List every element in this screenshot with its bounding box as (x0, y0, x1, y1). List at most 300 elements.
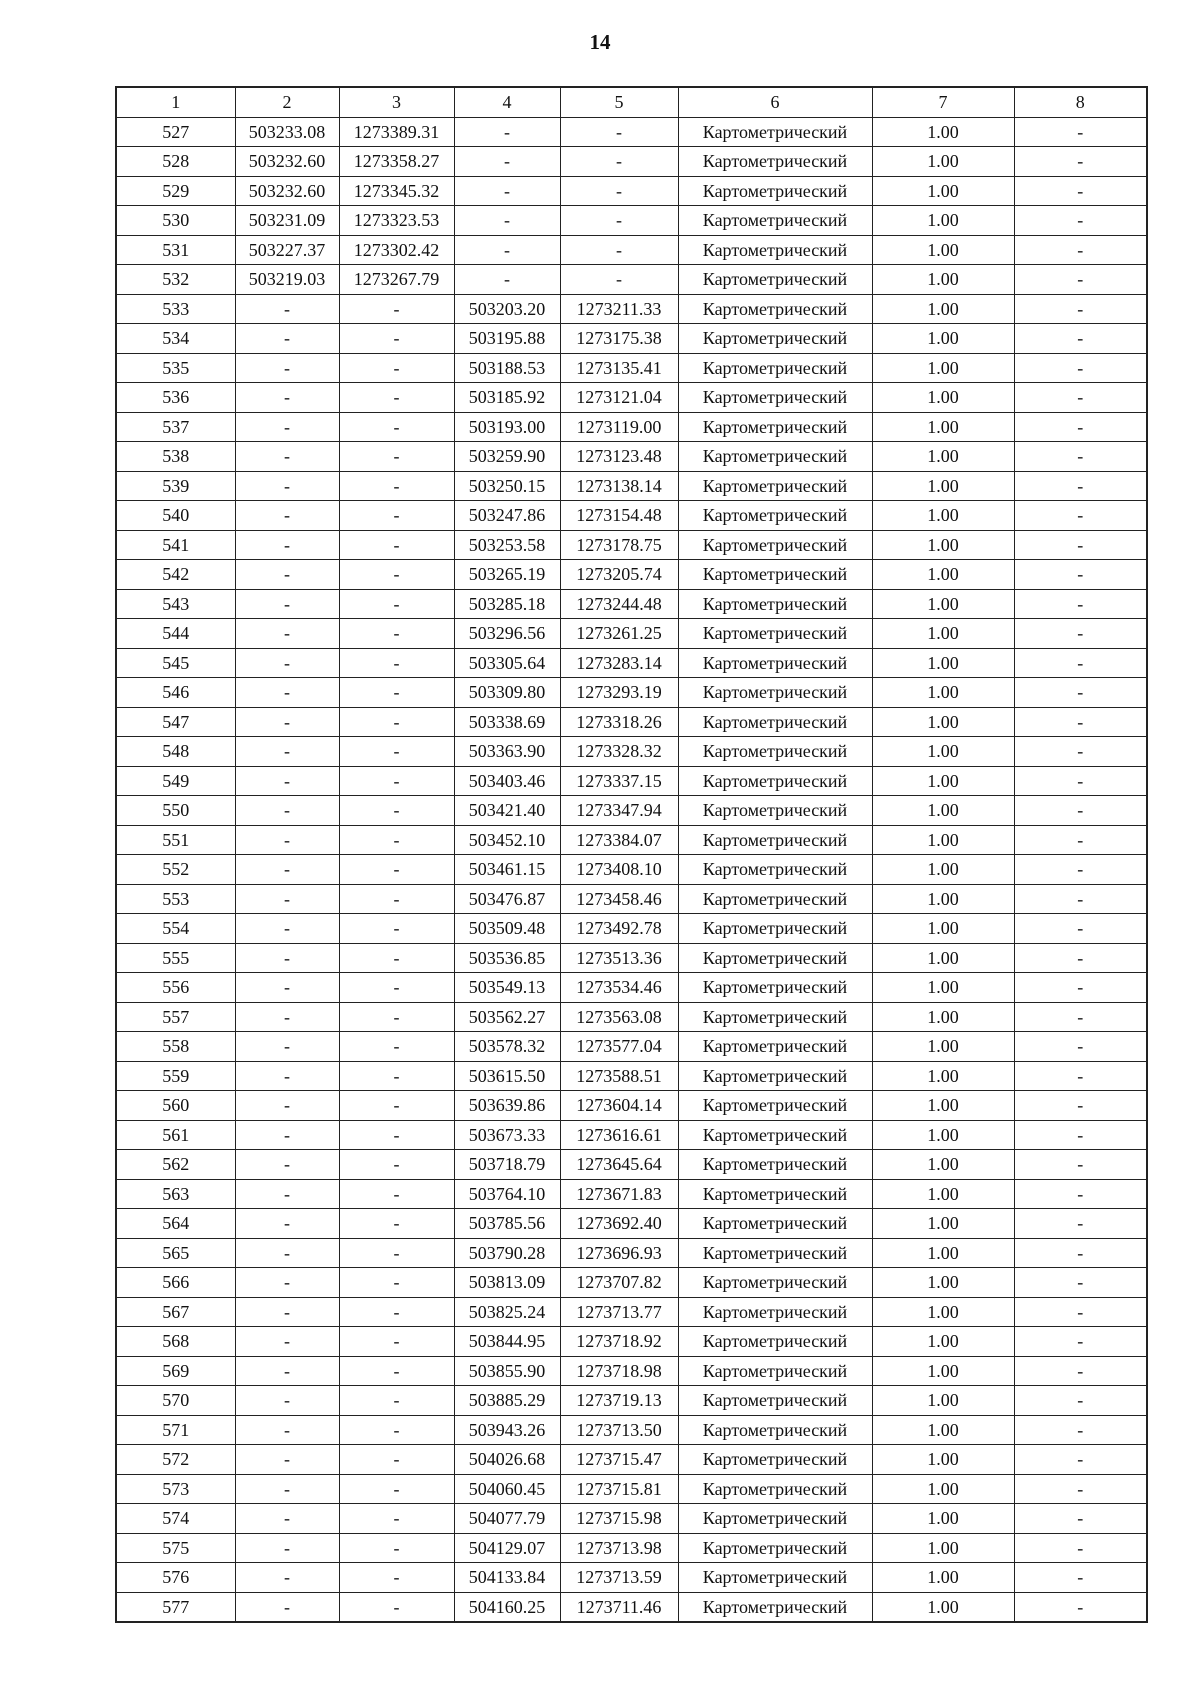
x-new-cell: 503188.53 (454, 353, 560, 383)
table-row (116, 471, 1147, 501)
accuracy-cell: 1.00 (872, 825, 1014, 855)
point-number-cell: 564 (116, 1209, 235, 1239)
x-old-cell: - (235, 501, 339, 531)
x-new-cell: 503403.46 (454, 766, 560, 796)
y-old-cell: - (339, 1209, 454, 1239)
method-cell: Картометрический (678, 825, 872, 855)
table-row (116, 442, 1147, 472)
coordinates-table (115, 86, 1148, 1623)
x-old-cell: - (235, 737, 339, 767)
method-cell: Картометрический (678, 1592, 872, 1622)
column-header-3: 3 (339, 87, 454, 117)
y-new-cell: 1273616.61 (560, 1120, 678, 1150)
note-cell: - (1014, 1327, 1147, 1357)
point-number-cell: 538 (116, 442, 235, 472)
x-old-cell: - (235, 855, 339, 885)
point-number-cell: 573 (116, 1474, 235, 1504)
x-old-cell: - (235, 796, 339, 826)
y-old-cell: - (339, 619, 454, 649)
y-old-cell: - (339, 1445, 454, 1475)
point-number-cell: 544 (116, 619, 235, 649)
x-new-cell: 503265.19 (454, 560, 560, 590)
y-old-cell: - (339, 1091, 454, 1121)
point-number-cell: 557 (116, 1002, 235, 1032)
method-cell: Картометрический (678, 1061, 872, 1091)
y-old-cell: - (339, 442, 454, 472)
table-row (116, 1415, 1147, 1445)
y-old-cell: - (339, 973, 454, 1003)
accuracy-cell: 1.00 (872, 1386, 1014, 1416)
note-cell: - (1014, 324, 1147, 354)
x-new-cell: 503461.15 (454, 855, 560, 885)
y-new-cell: 1273718.92 (560, 1327, 678, 1357)
x-new-cell: 503578.32 (454, 1032, 560, 1062)
accuracy-cell: 1.00 (872, 943, 1014, 973)
y-new-cell: 1273715.81 (560, 1474, 678, 1504)
x-old-cell: - (235, 1533, 339, 1563)
y-new-cell: 1273154.48 (560, 501, 678, 531)
y-old-cell: - (339, 1268, 454, 1298)
accuracy-cell: 1.00 (872, 1091, 1014, 1121)
y-new-cell: 1273337.15 (560, 766, 678, 796)
x-old-cell: - (235, 442, 339, 472)
method-cell: Картометрический (678, 1356, 872, 1386)
y-new-cell: 1273713.77 (560, 1297, 678, 1327)
note-cell: - (1014, 1091, 1147, 1121)
x-new-cell: 503615.50 (454, 1061, 560, 1091)
x-old-cell: 503232.60 (235, 176, 339, 206)
table-row (116, 1120, 1147, 1150)
x-old-cell: 503231.09 (235, 206, 339, 236)
table-row (116, 1002, 1147, 1032)
x-new-cell: 503673.33 (454, 1120, 560, 1150)
point-number-cell: 561 (116, 1120, 235, 1150)
table-row (116, 530, 1147, 560)
table-row (116, 412, 1147, 442)
table-row (116, 1327, 1147, 1357)
x-old-cell: - (235, 707, 339, 737)
note-cell: - (1014, 1268, 1147, 1298)
note-cell: - (1014, 1415, 1147, 1445)
table-row (116, 1563, 1147, 1593)
point-number-cell: 541 (116, 530, 235, 560)
x-new-cell: - (454, 235, 560, 265)
x-new-cell: 503825.24 (454, 1297, 560, 1327)
note-cell: - (1014, 1356, 1147, 1386)
accuracy-cell: 1.00 (872, 412, 1014, 442)
note-cell: - (1014, 1032, 1147, 1062)
accuracy-cell: 1.00 (872, 1179, 1014, 1209)
table-row (116, 943, 1147, 973)
method-cell: Картометрический (678, 737, 872, 767)
x-new-cell: - (454, 176, 560, 206)
y-new-cell: 1273713.50 (560, 1415, 678, 1445)
y-old-cell: - (339, 825, 454, 855)
accuracy-cell: 1.00 (872, 147, 1014, 177)
x-new-cell: 503195.88 (454, 324, 560, 354)
point-number-cell: 567 (116, 1297, 235, 1327)
y-old-cell: - (339, 914, 454, 944)
accuracy-cell: 1.00 (872, 1327, 1014, 1357)
x-old-cell: - (235, 914, 339, 944)
accuracy-cell: 1.00 (872, 796, 1014, 826)
x-old-cell: - (235, 678, 339, 708)
column-header-8: 8 (1014, 87, 1147, 117)
x-old-cell: - (235, 1474, 339, 1504)
x-new-cell: 504160.25 (454, 1592, 560, 1622)
x-new-cell: 503285.18 (454, 589, 560, 619)
method-cell: Картометрический (678, 1445, 872, 1475)
y-old-cell: - (339, 383, 454, 413)
y-old-cell: - (339, 1533, 454, 1563)
method-cell: Картометрический (678, 206, 872, 236)
method-cell: Картометрический (678, 1032, 872, 1062)
point-number-cell: 533 (116, 294, 235, 324)
point-number-cell: 576 (116, 1563, 235, 1593)
y-old-cell: - (339, 943, 454, 973)
x-old-cell: - (235, 1179, 339, 1209)
x-old-cell: - (235, 1061, 339, 1091)
table-row (116, 619, 1147, 649)
y-new-cell: 1273715.47 (560, 1445, 678, 1475)
note-cell: - (1014, 442, 1147, 472)
x-old-cell: - (235, 1238, 339, 1268)
method-cell: Картометрический (678, 1563, 872, 1593)
method-cell: Картометрический (678, 1002, 872, 1032)
y-new-cell: - (560, 117, 678, 147)
note-cell: - (1014, 147, 1147, 177)
y-new-cell: 1273492.78 (560, 914, 678, 944)
y-new-cell: 1273711.46 (560, 1592, 678, 1622)
y-old-cell: - (339, 530, 454, 560)
x-old-cell: - (235, 619, 339, 649)
point-number-cell: 552 (116, 855, 235, 885)
table-row (116, 825, 1147, 855)
note-cell: - (1014, 737, 1147, 767)
note-cell: - (1014, 560, 1147, 590)
method-cell: Картометрический (678, 1238, 872, 1268)
accuracy-cell: 1.00 (872, 1061, 1014, 1091)
table-row (116, 1179, 1147, 1209)
accuracy-cell: 1.00 (872, 1592, 1014, 1622)
table-row (116, 1533, 1147, 1563)
table-row (116, 294, 1147, 324)
x-old-cell: - (235, 1445, 339, 1475)
y-old-cell: - (339, 1297, 454, 1327)
table-row (116, 1268, 1147, 1298)
method-cell: Картометрический (678, 1209, 872, 1239)
accuracy-cell: 1.00 (872, 471, 1014, 501)
column-header-2: 2 (235, 87, 339, 117)
x-old-cell: - (235, 1504, 339, 1534)
note-cell: - (1014, 1238, 1147, 1268)
y-old-cell: - (339, 1061, 454, 1091)
y-old-cell: - (339, 560, 454, 590)
x-old-cell: - (235, 1356, 339, 1386)
point-number-cell: 570 (116, 1386, 235, 1416)
y-new-cell: 1273138.14 (560, 471, 678, 501)
x-new-cell: 504129.07 (454, 1533, 560, 1563)
table-row (116, 117, 1147, 147)
x-new-cell: - (454, 206, 560, 236)
table-row (116, 353, 1147, 383)
method-cell: Картометрический (678, 1504, 872, 1534)
accuracy-cell: 1.00 (872, 855, 1014, 885)
x-new-cell: 503549.13 (454, 973, 560, 1003)
accuracy-cell: 1.00 (872, 1445, 1014, 1475)
point-number-cell: 559 (116, 1061, 235, 1091)
y-new-cell: 1273318.26 (560, 707, 678, 737)
point-number-cell: 571 (116, 1415, 235, 1445)
method-cell: Картометрический (678, 648, 872, 678)
x-new-cell: - (454, 147, 560, 177)
x-new-cell: 503250.15 (454, 471, 560, 501)
accuracy-cell: 1.00 (872, 1563, 1014, 1593)
y-new-cell: 1273178.75 (560, 530, 678, 560)
y-new-cell: 1273384.07 (560, 825, 678, 855)
y-new-cell: 1273283.14 (560, 648, 678, 678)
method-cell: Картометрический (678, 442, 872, 472)
note-cell: - (1014, 1445, 1147, 1475)
point-number-cell: 528 (116, 147, 235, 177)
note-cell: - (1014, 383, 1147, 413)
x-new-cell: 503885.29 (454, 1386, 560, 1416)
table-row (116, 914, 1147, 944)
y-new-cell: - (560, 235, 678, 265)
method-cell: Картометрический (678, 943, 872, 973)
method-cell: Картометрический (678, 678, 872, 708)
y-new-cell: - (560, 265, 678, 295)
accuracy-cell: 1.00 (872, 737, 1014, 767)
accuracy-cell: 1.00 (872, 176, 1014, 206)
y-old-cell: - (339, 1120, 454, 1150)
x-old-cell: - (235, 560, 339, 590)
x-new-cell: 503790.28 (454, 1238, 560, 1268)
note-cell: - (1014, 265, 1147, 295)
accuracy-cell: 1.00 (872, 766, 1014, 796)
accuracy-cell: 1.00 (872, 1032, 1014, 1062)
column-header-4: 4 (454, 87, 560, 117)
x-old-cell: - (235, 1002, 339, 1032)
point-number-cell: 536 (116, 383, 235, 413)
y-new-cell: - (560, 176, 678, 206)
method-cell: Картометрический (678, 265, 872, 295)
method-cell: Картометрический (678, 1150, 872, 1180)
y-new-cell: 1273119.00 (560, 412, 678, 442)
method-cell: Картометрический (678, 176, 872, 206)
accuracy-cell: 1.00 (872, 914, 1014, 944)
x-new-cell: 503193.00 (454, 412, 560, 442)
note-cell: - (1014, 648, 1147, 678)
y-old-cell: 1273358.27 (339, 147, 454, 177)
note-cell: - (1014, 707, 1147, 737)
note-cell: - (1014, 176, 1147, 206)
table-header-row (116, 87, 1147, 117)
note-cell: - (1014, 1209, 1147, 1239)
y-new-cell: 1273121.04 (560, 383, 678, 413)
accuracy-cell: 1.00 (872, 973, 1014, 1003)
table-row (116, 1356, 1147, 1386)
x-old-cell: - (235, 1386, 339, 1416)
x-old-cell: - (235, 648, 339, 678)
note-cell: - (1014, 1179, 1147, 1209)
x-new-cell: 503259.90 (454, 442, 560, 472)
x-old-cell: - (235, 1268, 339, 1298)
table-row (116, 1504, 1147, 1534)
y-old-cell: 1273302.42 (339, 235, 454, 265)
table-row (116, 206, 1147, 236)
note-cell: - (1014, 943, 1147, 973)
y-old-cell: - (339, 1504, 454, 1534)
table-row (116, 1386, 1147, 1416)
x-new-cell: 504133.84 (454, 1563, 560, 1593)
accuracy-cell: 1.00 (872, 1356, 1014, 1386)
accuracy-cell: 1.00 (872, 884, 1014, 914)
x-new-cell: 503943.26 (454, 1415, 560, 1445)
method-cell: Картометрический (678, 707, 872, 737)
x-old-cell: - (235, 589, 339, 619)
y-new-cell: 1273135.41 (560, 353, 678, 383)
x-new-cell: 503309.80 (454, 678, 560, 708)
x-new-cell: 503813.09 (454, 1268, 560, 1298)
x-new-cell: 503476.87 (454, 884, 560, 914)
table-row (116, 1445, 1147, 1475)
table-row (116, 707, 1147, 737)
note-cell: - (1014, 766, 1147, 796)
table-row (116, 1209, 1147, 1239)
x-new-cell: 503452.10 (454, 825, 560, 855)
x-old-cell: - (235, 1032, 339, 1062)
y-new-cell: 1273205.74 (560, 560, 678, 590)
x-new-cell: 503363.90 (454, 737, 560, 767)
table-row (116, 147, 1147, 177)
point-number-cell: 530 (116, 206, 235, 236)
x-new-cell: 503844.95 (454, 1327, 560, 1357)
accuracy-cell: 1.00 (872, 206, 1014, 236)
x-old-cell: - (235, 1120, 339, 1150)
point-number-cell: 543 (116, 589, 235, 619)
y-old-cell: 1273345.32 (339, 176, 454, 206)
table-row (116, 973, 1147, 1003)
note-cell: - (1014, 1002, 1147, 1032)
note-cell: - (1014, 412, 1147, 442)
method-cell: Картометрический (678, 1268, 872, 1298)
note-cell: - (1014, 914, 1147, 944)
point-number-cell: 540 (116, 501, 235, 531)
y-new-cell: 1273588.51 (560, 1061, 678, 1091)
point-number-cell: 572 (116, 1445, 235, 1475)
accuracy-cell: 1.00 (872, 1504, 1014, 1534)
x-old-cell: - (235, 943, 339, 973)
method-cell: Картометрический (678, 117, 872, 147)
point-number-cell: 555 (116, 943, 235, 973)
table-row (116, 737, 1147, 767)
y-old-cell: - (339, 1238, 454, 1268)
y-new-cell: - (560, 206, 678, 236)
x-old-cell: - (235, 1150, 339, 1180)
point-number-cell: 537 (116, 412, 235, 442)
x-new-cell: 504026.68 (454, 1445, 560, 1475)
table-row (116, 678, 1147, 708)
y-old-cell: - (339, 1150, 454, 1180)
method-cell: Картометрический (678, 353, 872, 383)
note-cell: - (1014, 353, 1147, 383)
x-old-cell: - (235, 471, 339, 501)
y-new-cell: 1273347.94 (560, 796, 678, 826)
y-new-cell: 1273123.48 (560, 442, 678, 472)
x-new-cell: 503785.56 (454, 1209, 560, 1239)
table-row (116, 796, 1147, 826)
accuracy-cell: 1.00 (872, 560, 1014, 590)
x-new-cell: 503509.48 (454, 914, 560, 944)
x-new-cell: 503253.58 (454, 530, 560, 560)
note-cell: - (1014, 796, 1147, 826)
x-new-cell: 503855.90 (454, 1356, 560, 1386)
y-old-cell: - (339, 737, 454, 767)
y-old-cell: - (339, 678, 454, 708)
point-number-cell: 577 (116, 1592, 235, 1622)
y-new-cell: 1273713.59 (560, 1563, 678, 1593)
point-number-cell: 562 (116, 1150, 235, 1180)
x-old-cell: - (235, 294, 339, 324)
y-old-cell: - (339, 1356, 454, 1386)
x-old-cell: 503219.03 (235, 265, 339, 295)
accuracy-cell: 1.00 (872, 294, 1014, 324)
note-cell: - (1014, 589, 1147, 619)
column-header-6: 6 (678, 87, 872, 117)
accuracy-cell: 1.00 (872, 235, 1014, 265)
table-row (116, 1091, 1147, 1121)
column-header-5: 5 (560, 87, 678, 117)
y-new-cell: 1273707.82 (560, 1268, 678, 1298)
table-row (116, 176, 1147, 206)
y-old-cell: - (339, 855, 454, 885)
x-old-cell: - (235, 1327, 339, 1357)
point-number-cell: 531 (116, 235, 235, 265)
point-number-cell: 553 (116, 884, 235, 914)
point-number-cell: 558 (116, 1032, 235, 1062)
x-old-cell: - (235, 1091, 339, 1121)
x-new-cell: 504060.45 (454, 1474, 560, 1504)
y-old-cell: - (339, 1032, 454, 1062)
method-cell: Картометрический (678, 973, 872, 1003)
x-new-cell: 503421.40 (454, 796, 560, 826)
x-old-cell: - (235, 1592, 339, 1622)
point-number-cell: 539 (116, 471, 235, 501)
point-number-cell: 551 (116, 825, 235, 855)
note-cell: - (1014, 619, 1147, 649)
method-cell: Картометрический (678, 1474, 872, 1504)
method-cell: Картометрический (678, 1179, 872, 1209)
x-old-cell: - (235, 353, 339, 383)
method-cell: Картометрический (678, 1386, 872, 1416)
y-new-cell: 1273563.08 (560, 1002, 678, 1032)
table-row (116, 1061, 1147, 1091)
note-cell: - (1014, 294, 1147, 324)
method-cell: Картометрический (678, 589, 872, 619)
accuracy-cell: 1.00 (872, 589, 1014, 619)
table-row (116, 560, 1147, 590)
y-new-cell: 1273513.36 (560, 943, 678, 973)
y-new-cell: 1273696.93 (560, 1238, 678, 1268)
accuracy-cell: 1.00 (872, 648, 1014, 678)
page-number: 14 (589, 30, 611, 54)
x-old-cell: 503232.60 (235, 147, 339, 177)
accuracy-cell: 1.00 (872, 383, 1014, 413)
x-old-cell: - (235, 324, 339, 354)
point-number-cell: 549 (116, 766, 235, 796)
table-row (116, 1150, 1147, 1180)
